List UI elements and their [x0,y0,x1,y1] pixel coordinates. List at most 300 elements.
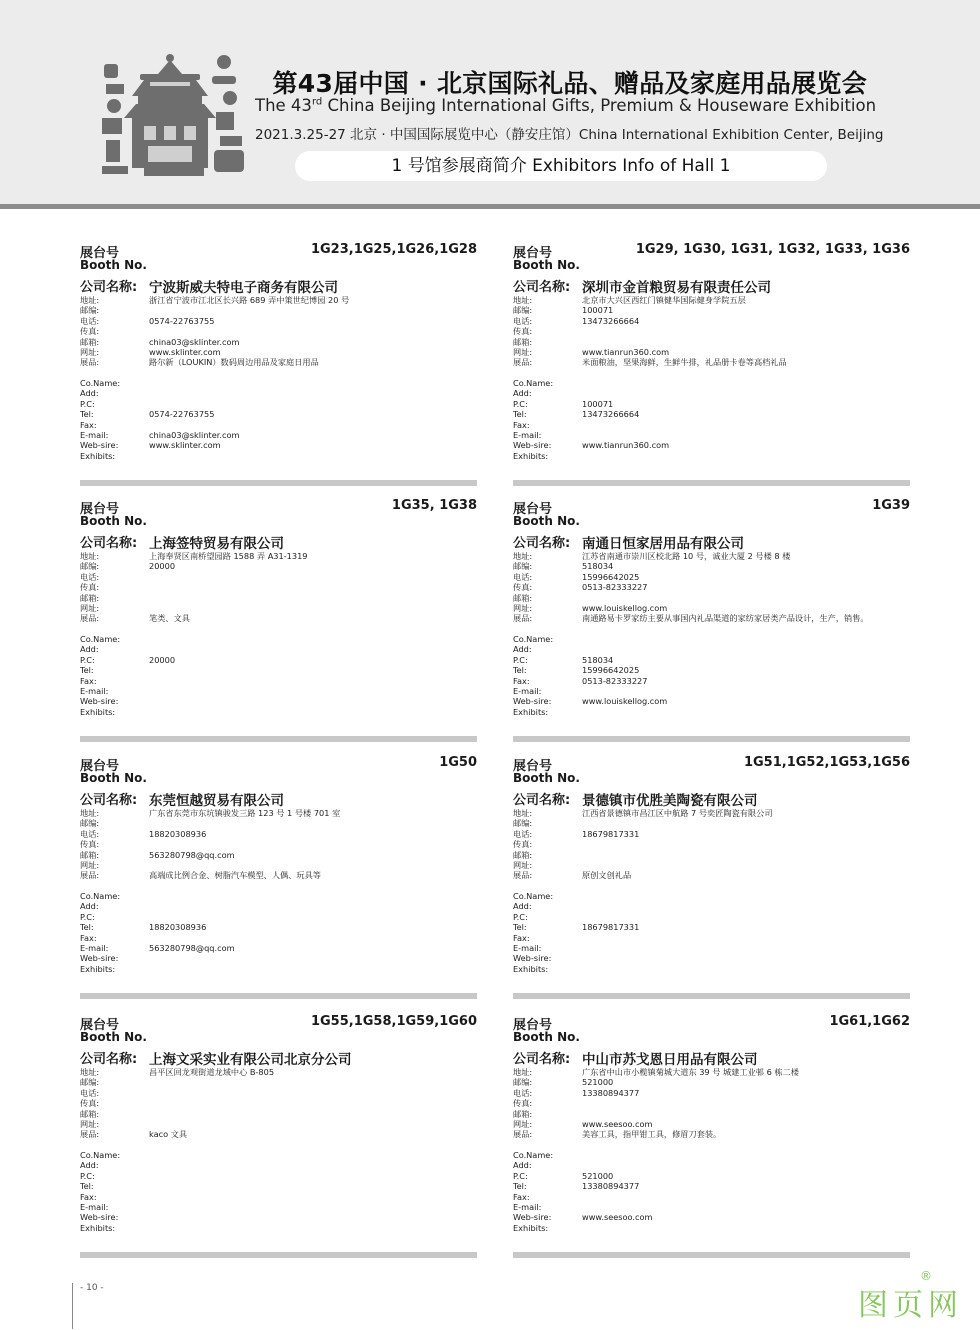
field-label-en: Fax: [80,675,97,686]
detail-row-en [80,451,477,461]
field-label-en: Tel: [80,409,94,420]
detail-row-zh [513,357,910,367]
detail-row-zh [513,1109,910,1119]
detail-row-en [513,399,910,409]
field-value-zh: 米面粮油，坚果海鲜，生鲜牛排，礼品册卡卷等高档礼品 [582,357,787,368]
detail-row-zh [80,613,477,623]
exhibition-logo [100,52,248,178]
detail-row-en [80,655,477,665]
detail-row-en [513,451,910,461]
field-value-zh: 广东省中山市小榄镇菊城大道东 39 号 城建工业邨 6 栋二楼 [582,1067,799,1077]
company-name: 南通日恒家居用品有限公司 [582,536,744,552]
field-label-en: Exhibits: [513,1222,549,1233]
exhibition-venue: 2021.3.25-27 北京 · 中国国际展览中心（静安庄馆）China International Exhibition Center, Beijing [255,127,884,143]
detail-row-en [513,686,910,696]
booth-label-en: Booth No. [513,258,580,272]
field-label-en: Web-sire: [513,1212,552,1223]
detail-row-zh [513,870,910,880]
detail-row-en [513,655,910,665]
field-label-zh: 网址: [80,860,100,870]
detail-row-en [80,1171,477,1181]
field-label-zh: 地址: [513,808,533,818]
field-label-en: E-mail: [80,686,109,696]
detail-row-zh [80,818,477,828]
detail-row-en [513,964,910,974]
field-label-zh: 网址: [80,347,100,357]
field-label-zh: 传真: [513,582,533,593]
field-value-en: 0574-22763755 [149,409,215,420]
company-name: 深圳市金首粮贸易有限责任公司 [582,280,771,296]
detail-row-en [513,409,910,419]
detail-row-zh [513,295,910,305]
field-value-zh: kaco 文具 [149,1129,188,1140]
field-label-zh: 传真: [513,326,533,337]
detail-row-en [513,933,910,943]
detail-row-en [80,399,477,409]
detail-row-en [513,665,910,675]
detail-row-en [80,1212,477,1222]
field-label-en: P.C: [513,1170,528,1181]
page-margin-line [72,1283,73,1329]
field-label-en: E-mail: [80,943,109,953]
field-label-en: P.C: [513,911,528,922]
field-label-zh: 传真: [513,1098,533,1109]
detail-row-en [513,644,910,654]
field-label-zh: 传真: [80,1098,100,1109]
field-label-zh: 网址: [80,603,100,613]
detail-row-en [513,1160,910,1170]
field-label-en: Fax: [513,1191,530,1202]
detail-row-en [80,943,477,953]
detail-row-en [513,1192,910,1202]
detail-row-en [80,1223,477,1233]
field-label-zh: 地址: [80,551,100,561]
detail-row-zh [80,1077,477,1087]
company-label: 公司名称: [80,280,138,295]
field-label-en: Web-sire: [513,440,552,451]
field-value-zh: 18679817331 [582,828,640,839]
detail-row-zh [80,1109,477,1119]
field-value-zh: 18820308936 [149,828,207,839]
field-value-zh: 0574-22763755 [149,315,215,326]
field-value-en: 15996642025 [582,665,640,676]
field-label-zh: 邮箱: [80,849,100,860]
field-label-en: P.C: [513,398,528,409]
detail-row-zh [80,316,477,326]
detail-row-en [80,1160,477,1170]
field-label-en: Exhibits: [80,450,116,461]
detail-row-zh [80,593,477,603]
field-value-zh: 上海奉贤区南桥望园路 1588 弄 A31-1319 [149,551,308,561]
booth-label-zh: 展台号 [513,246,553,261]
field-label-zh: 邮箱: [513,592,533,603]
field-label-zh: 展品: [513,613,533,624]
detail-row-zh [80,808,477,818]
detail-row-en [513,912,910,922]
field-label-en: Co.Name: [513,634,554,644]
card-divider [513,993,910,999]
field-label-zh: 传真: [80,326,100,337]
detail-row-en [80,420,477,430]
company-label: 公司名称: [513,280,571,295]
field-label-en: E-mail: [513,1202,542,1212]
field-value-zh: www.seesoo.com [582,1119,653,1129]
field-label-en: E-mail: [513,430,542,440]
field-label-en: E-mail: [80,1202,109,1212]
detail-row-zh [513,860,910,870]
company-label: 公司名称: [80,1052,138,1067]
field-label-en: Co.Name: [513,891,554,901]
card-divider [513,1252,910,1258]
field-label-en: Tel: [513,922,527,933]
field-value-en: 0513-82333227 [582,675,648,686]
detail-row-zh [80,561,477,571]
field-label-zh: 地址: [80,808,100,818]
detail-row-en [513,696,910,706]
field-label-en: Co.Name: [513,378,554,388]
booth-number: 1G61,1G62 [829,1014,910,1029]
field-value-zh: 广东省东莞市东坑镇骏发三路 123 号 1 号楼 701 室 [149,808,341,818]
booth-label-en: Booth No. [80,1030,147,1044]
detail-row-en [80,676,477,686]
field-label-zh: 地址: [513,1067,533,1077]
detail-row-en [80,686,477,696]
field-label-en: Exhibits: [513,963,549,974]
field-label-en: Fax: [80,419,97,430]
field-label-zh: 传真: [80,839,100,850]
detail-row-en [80,665,477,675]
detail-row-en [80,707,477,717]
field-label-zh: 网址: [80,1119,100,1129]
field-label-zh: 展品: [80,613,100,624]
field-value-zh: 15996642025 [582,571,640,582]
detail-row-zh [513,561,910,571]
detail-row-zh [80,1098,477,1108]
detail-row-zh [513,337,910,347]
detail-row-en [80,922,477,932]
field-label-zh: 展品: [513,870,533,881]
field-label-en: P.C: [513,654,528,665]
company-label: 公司名称: [513,1052,571,1067]
detail-row-zh [513,582,910,592]
booth-label-zh: 展台号 [513,1018,553,1033]
field-value-en: www.louiskellog.com [582,696,668,707]
field-value-en: 13473266664 [582,409,640,420]
field-value-zh: 北京市大兴区西红门镇健华国际健身学院五层 [582,295,746,305]
field-label-en: E-mail: [513,686,542,696]
detail-row-en [513,430,910,440]
exhibitor-card [513,1014,910,1258]
detail-row-en [513,922,910,932]
field-label-zh: 地址: [513,295,533,305]
booth-label-zh: 展台号 [80,759,120,774]
field-label-en: P.C: [80,1170,95,1181]
booth-label-zh: 展台号 [513,502,553,517]
field-value-zh: 南通路易卡罗家纺主要从事国内礼品渠道的家纺家居类产品设计，生产，销售。 [582,613,869,624]
field-label-en: Co.Name: [513,1150,554,1160]
field-label-zh: 电话: [513,828,533,839]
field-label-zh: 电话: [513,571,533,582]
detail-row-zh [80,850,477,860]
detail-row-zh [513,829,910,839]
field-value-zh: 笔类、文具 [149,613,190,624]
field-value-zh: china03@sklinter.com [149,336,240,347]
booth-label-en: Booth No. [513,771,580,785]
field-label-zh: 电话: [80,828,100,839]
field-label-zh: 地址: [80,295,100,305]
field-label-zh: 电话: [80,1087,100,1098]
detail-row-en [80,1192,477,1202]
card-divider [80,480,477,486]
detail-row-en [80,912,477,922]
detail-row-en [80,440,477,450]
field-value-en: 18679817331 [582,922,640,933]
field-value-en: 18820308936 [149,922,207,933]
booth-label-zh: 展台号 [80,1018,120,1033]
field-label-en: Fax: [80,932,97,943]
field-label-en: Co.Name: [80,634,121,644]
field-label-en: Web-sire: [80,696,119,707]
field-label-en: Exhibits: [80,963,116,974]
field-label-zh: 展品: [80,357,100,368]
company-name: 上海文采实业有限公司北京分公司 [149,1052,352,1068]
booth-label-en: Booth No. [80,258,147,272]
watermark-registered-mark: ® [920,1269,932,1283]
field-label-zh: 传真: [80,582,100,593]
company-label: 公司名称: [80,536,138,551]
field-label-en: Tel: [513,409,527,420]
detail-row-en [80,1150,477,1160]
field-label-en: Exhibits: [513,706,549,717]
field-label-en: Add: [80,1160,99,1171]
detail-row-zh [80,603,477,613]
field-value-en: 20000 [149,654,176,665]
field-value-zh: 13473266664 [582,315,640,326]
field-label-zh: 网址: [513,603,533,613]
detail-row-zh [513,326,910,336]
field-value-zh: www.sklinter.com [149,347,221,357]
field-value-en: www.tianrun360.com [582,440,670,451]
detail-row-zh [80,337,477,347]
card-divider [80,736,477,742]
exhibition-title-en: The 43rd China Beijing International Gifts, Premium & Houseware Exhibition [255,96,877,115]
detail-row-zh [80,870,477,880]
detail-row-zh [80,1119,477,1129]
field-label-en: E-mail: [80,430,109,440]
detail-row-en [513,943,910,953]
page-number: - 10 - [80,1283,104,1293]
booth-number: 1G51,1G52,1G53,1G56 [743,755,910,770]
detail-row-en [80,964,477,974]
field-value-en: china03@sklinter.com [149,430,240,440]
field-value-en: www.seesoo.com [582,1212,653,1223]
company-label: 公司名称: [513,793,571,808]
detail-row-zh [513,572,910,582]
field-label-zh: 电话: [513,1087,533,1098]
field-label-en: Add: [80,901,99,912]
detail-row-en [513,388,910,398]
detail-row-zh [513,1067,910,1077]
detail-row-zh [80,347,477,357]
field-value-zh: 江西省景德镇市昌江区中航路 7 号奕匠陶瓷有限公司 [582,808,773,818]
field-label-zh: 电话: [513,315,533,326]
detail-row-en [80,1181,477,1191]
field-label-zh: 邮箱: [80,336,100,347]
detail-row-zh [513,808,910,818]
field-label-zh: 邮编: [80,305,100,316]
detail-row-en [513,707,910,717]
detail-row-zh [80,829,477,839]
field-label-en: Exhibits: [80,706,116,717]
booth-label-zh: 展台号 [80,502,120,517]
detail-row-zh [513,551,910,561]
detail-row-zh [513,305,910,315]
detail-row-en [513,676,910,686]
field-value-en: www.sklinter.com [149,440,221,451]
field-value-zh: 浙江省宁波市江北区长兴路 689 弄中策世纪博园 20 号 [149,295,350,305]
detail-row-zh [80,551,477,561]
field-label-zh: 网址: [513,860,533,870]
field-value-zh: 高端成比例合金、树脂汽车模型、人偶、玩具等 [149,870,321,881]
field-label-en: Co.Name: [80,891,121,901]
field-label-en: Tel: [80,665,94,676]
card-divider [80,1252,477,1258]
field-value-en: 100071 [582,398,614,409]
detail-row-en [513,901,910,911]
field-label-zh: 邮编: [80,1077,100,1088]
field-label-en: Fax: [513,675,530,686]
booth-number: 1G29, 1G30, 1G31, 1G32, 1G33, 1G36 [635,242,910,257]
field-label-zh: 邮箱: [513,849,533,860]
field-value-zh: 20000 [149,561,176,572]
company-name: 宁波斯威夫特电子商务有限公司 [149,280,338,296]
field-value-zh: 13380894377 [582,1087,640,1098]
detail-row-en [80,953,477,963]
field-label-en: Add: [80,388,99,399]
field-value-zh: 昌平区回龙观街道龙域中心 B-805 [149,1067,275,1077]
detail-row-en [80,388,477,398]
field-label-zh: 展品: [80,1129,100,1140]
exhibitor-card [80,755,477,999]
field-value-zh: 0513-82333227 [582,582,648,593]
detail-row-en [513,634,910,644]
header-divider [0,204,980,209]
field-label-en: P.C: [80,398,95,409]
field-label-en: Add: [513,901,532,912]
field-label-zh: 网址: [513,347,533,357]
detail-row-en [80,644,477,654]
detail-row-zh [80,572,477,582]
field-label-en: Exhibits: [80,1222,116,1233]
field-label-en: Web-sire: [513,696,552,707]
field-label-en: Tel: [513,665,527,676]
exhibitor-card [80,242,477,486]
detail-row-en [80,696,477,706]
field-label-en: Exhibits: [513,450,549,461]
company-name: 景德镇市优胜美陶瓷有限公司 [582,793,758,809]
field-label-en: Add: [513,388,532,399]
exhibitor-card [80,498,477,742]
company-name: 上海签特贸易有限公司 [149,536,284,552]
field-value-zh: 521000 [582,1077,614,1088]
detail-row-en [513,1150,910,1160]
detail-row-zh [80,295,477,305]
booth-number: 1G39 [872,498,910,513]
company-label: 公司名称: [513,536,571,551]
detail-row-en [513,1212,910,1222]
field-label-zh: 邮编: [80,818,100,829]
field-value-en: 13380894377 [582,1181,640,1192]
detail-row-zh [80,326,477,336]
booth-number: 1G23,1G25,1G26,1G28 [310,242,477,257]
company-name: 中山市苏戈恩日用品有限公司 [582,1052,758,1068]
detail-row-zh [513,316,910,326]
field-label-zh: 邮箱: [80,592,100,603]
booth-number: 1G50 [439,755,477,770]
field-label-en: E-mail: [513,943,542,953]
field-label-zh: 邮箱: [80,1108,100,1119]
detail-row-zh [80,1067,477,1077]
booth-label-en: Booth No. [513,514,580,528]
detail-row-zh [80,839,477,849]
card-divider [513,480,910,486]
exhibitor-card [513,498,910,742]
detail-row-en [80,933,477,943]
hall-title: 1 号馆参展商简介 Exhibitors Info of Hall 1 [295,151,827,181]
detail-row-en [80,1202,477,1212]
detail-row-zh [80,860,477,870]
detail-row-en [80,378,477,388]
field-value-zh: 563280798@qq.com [149,849,235,860]
detail-row-en [513,1202,910,1212]
field-label-zh: 邮编: [513,305,533,316]
booth-label-zh: 展台号 [80,246,120,261]
exhibitor-card [80,1014,477,1258]
detail-row-zh [513,1077,910,1087]
card-divider [513,736,910,742]
field-value-zh: 路尔新（LOUKIN）数码周边用品及家庭日用品 [149,357,319,368]
field-label-zh: 邮编: [513,1077,533,1088]
exhibitor-card [513,755,910,999]
booth-number: 1G55,1G58,1G59,1G60 [310,1014,477,1029]
booth-label-en: Booth No. [80,514,147,528]
field-label-zh: 网址: [513,1119,533,1129]
detail-row-zh [513,1129,910,1139]
field-value-zh: 江苏省南通市崇川区校北路 10 号，诚业大厦 2 号楼 8 楼 [582,551,791,561]
booth-label-en: Booth No. [513,1030,580,1044]
detail-row-en [80,430,477,440]
detail-row-en [80,634,477,644]
detail-row-en [513,378,910,388]
field-label-en: Add: [513,1160,532,1171]
field-label-en: Fax: [513,419,530,430]
booth-number: 1G35, 1G38 [391,498,477,513]
field-label-en: Web-sire: [513,953,552,964]
field-value-zh: 100071 [582,305,614,316]
detail-row-zh [80,582,477,592]
field-label-zh: 展品: [80,870,100,881]
detail-row-en [513,440,910,450]
field-label-zh: 地址: [80,1067,100,1077]
detail-row-zh [80,1088,477,1098]
field-label-zh: 邮编: [513,561,533,572]
detail-row-zh [80,357,477,367]
field-label-en: Add: [80,644,99,655]
field-label-en: Tel: [80,1181,94,1192]
field-label-en: Add: [513,644,532,655]
detail-row-en [513,420,910,430]
detail-row-zh [513,1119,910,1129]
